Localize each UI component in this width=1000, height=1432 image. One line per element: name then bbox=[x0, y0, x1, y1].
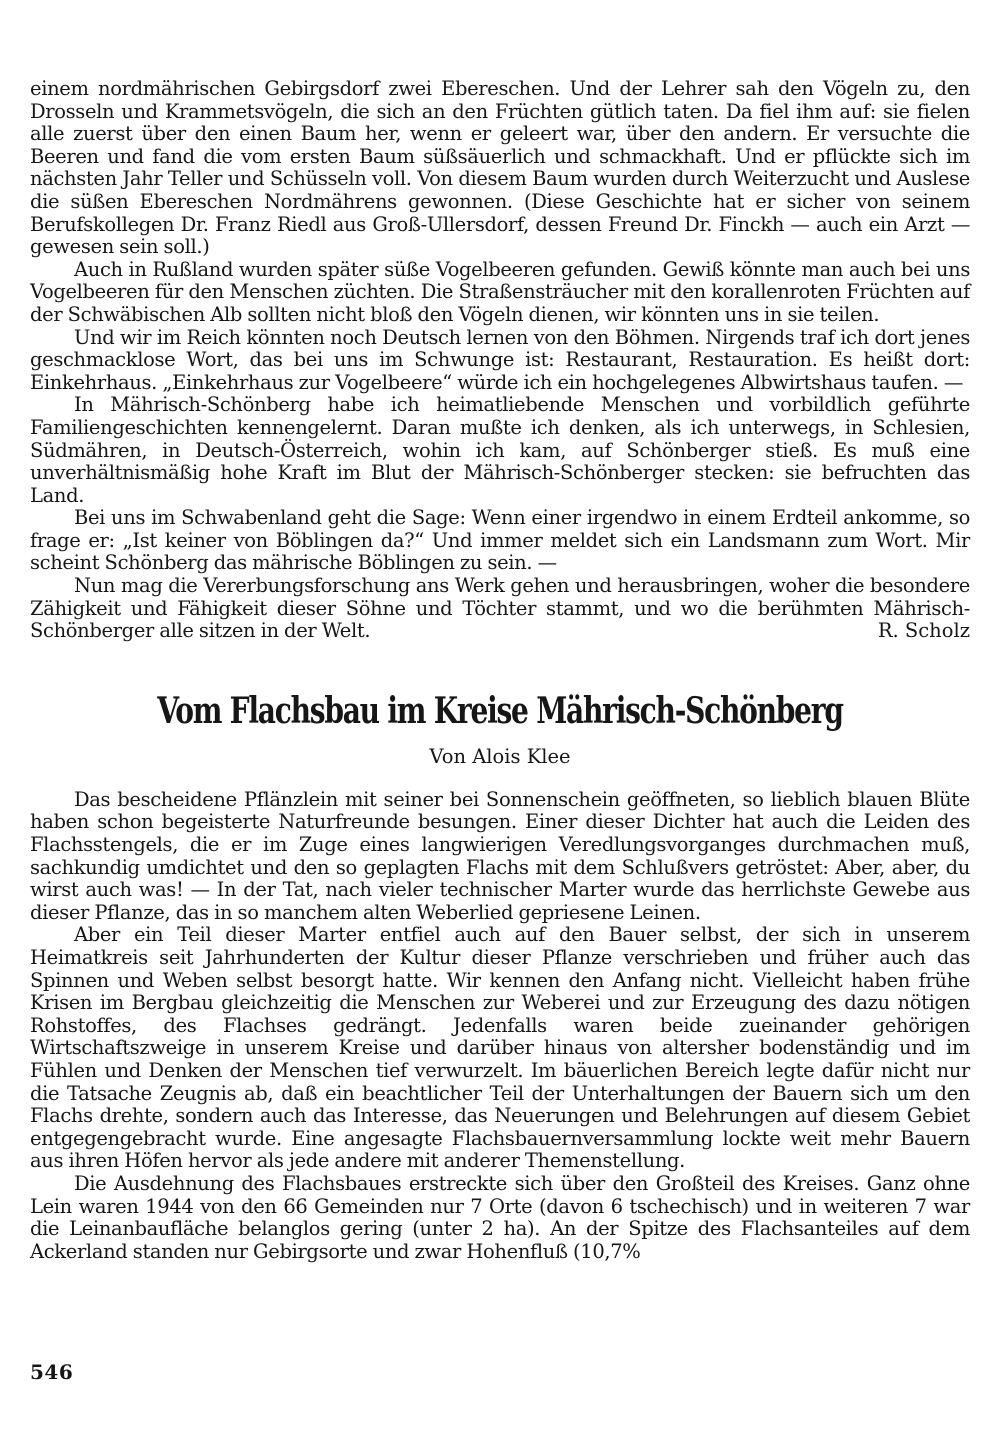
article-author: Von Alois Klee bbox=[429, 744, 571, 768]
paragraph: In Mährisch-Schönberg habe ich heimatliebende Menschen und vorbildlich geführte Familiengeschichten kennengelernt. Daran mußte ich denken, als ich unterwegs, in Schlesien, Südmähren, in Deutsch-Österreich, wohin ich kam, auf Schönberger stieß. Es muß eine unverhältnismäßig hohe Kraft im Blut der Mährisch-Schönberger stecken: sie befruchten das Land. bbox=[30, 393, 970, 507]
paragraph: Und wir im Reich könnten noch Deutsch lernen von den Böhmen. Nirgends traf ich dort jenes geschmacklose Wort, das bei uns im Schwunge ist: Restaurant, Restauration. Es heißt dort: Einkehrhaus. „Einkehrhaus zur Vogelbeere“ würde ich ein hochgelegenes Albwirtshaus taufen. — bbox=[30, 325, 970, 394]
article bbox=[30, 689, 970, 1263]
page-number: 546 bbox=[30, 1360, 74, 1384]
paragraph: Bei uns im Schwabenland geht die Sage: Wenn einer irgendwo in einem Erdteil ankomme, so frage er: „Ist keiner von Böblingen da?“ Und immer meldet sich ein Landsmann zum Wort. Mir scheint Schönberg das mährische Böblingen zu sein. — bbox=[30, 506, 970, 575]
paragraph: einem nordmährischen Gebirgsdorf zwei Ebereschen. Und der Lehrer sah den Vögeln zu, den Drosseln und Krammetsvögeln, die sich an den Früchten gütlich taten. Da fiel ihm auf: sie fielen alle zuerst über den einen Baum her, wenn er geleert war, über den andern. Er versuchte die Beeren und fand die vom ersten Baum süßsäuerlich und schmackhaft. Und er pflückte sich im nächsten Jahr Teller und Schüsseln voll. Von diesem Baum wurden durch Weiterzucht und Auslese die süßen Ebereschen Nordmährens gewonnen. (Diese Geschichte hat er sicher von seinem Berufskollegen Dr. Franz Riedl aus Groß-Ullersdorf, dessen Freund Dr. Finckh — auch ein Arzt — gewesen sein soll.) bbox=[30, 77, 970, 259]
paragraph: Nun mag die Vererbungsforschung ans Werk gehen und herausbringen, woher die besondere Zähigkeit und Fähigkeit dieser Söhne und Töchter stammt, und wo die berühmten Mährisch-Schönberger alle sitzen in der Welt. bbox=[30, 574, 970, 643]
paragraph: Die Ausdehnung des Flachsbaues erstreckte sich über den Großteil des Kreises. Ganz ohne Lein waren 1944 von den 66 Gemeinden nur 7 Orte (davon 6 tschechisch) und in weiteren 7 war die Leinanbaufläche belanglos gering (unter 2 ha). An der Spitze des Flachsanteiles auf dem Ackerland standen nur Gebirgsorte und zwar Hohenfluß (10,7% bbox=[30, 1171, 970, 1263]
paragraph: Aber ein Teil dieser Marter entfiel auch auf den Bauer selbst, der sich in unserem Heimatkreis seit Jahrhunderten der Kultur dieser Pflanze verschrieben und früher auch das Spinnen und Weben selbst besorgt hatte. Wir kennen den Anfang nicht. Vielleicht haben frühe Krisen im Bergbau gleichzeitig die Menschen zur Weberei und zur Erzeugung des dazu nötigen Rohstoffes, des Flachses gedrängt. Jedenfalls waren beide zueinander gehörigen Wirtschaftszweige in unserem Kreise und darüber hinaus von altersher bodenständig und im Fühlen und Denken der Menschen tief verwurzelt. Im bäuerlichen Bereich legte dafür nicht nur die Tatsache Zeugnis ab, daß ein beachtlicher Teil der Unterhaltungen der Bauern sich um den Flachs drehte, sondern auch das Interesse, das Neuerungen und Belehrungen auf diesem Gebiet entgegengebracht wurde. Eine angesagte Flachsbauernversammlung lockte weit mehr Bauern aus ihren Höfen hervor als jede andere mit anderer Themenstellung. bbox=[30, 923, 970, 1173]
previous-article-ending bbox=[30, 78, 970, 643]
page-content bbox=[30, 78, 970, 1263]
paragraph: Auch in Rußland wurden später süße Vogelbeeren gefunden. Gewiß könnte man auch bei uns Vogelbeeren für den Menschen züchten. Die Straßensträucher mit den korallenroten Früchten auf der Schwäbischen Alb sollten nicht bloß den Vögeln dienen, wir könnten uns in sie teilen. bbox=[30, 257, 970, 326]
paragraph: Das bescheidene Pflänzlein mit seiner bei Sonnenschein geöffneten, so lieblich blauen Blüte haben schon begeisterte Naturfreunde besungen. Einer dieser Dichter hat auch die Leiden des Flachsstengels, die er im Zuge eines langwierigen Veredlungsvorganges durchmachen muß, sachkundig umdichtet und den so geplagten Flachs mit dem Schlußvers getröstet: Aber, aber, du wirst auch was! — In der Tat, nach vieler technischer Marter wurde das herrlichste Gewebe aus dieser Pflanze, das in so manchem alten Weberlied gepriesene Leinen. bbox=[30, 787, 970, 924]
author-signature: R. Scholz bbox=[877, 619, 970, 643]
article-title: Vom Flachsbau im Kreise Mährisch-Schönberg bbox=[157, 689, 843, 732]
